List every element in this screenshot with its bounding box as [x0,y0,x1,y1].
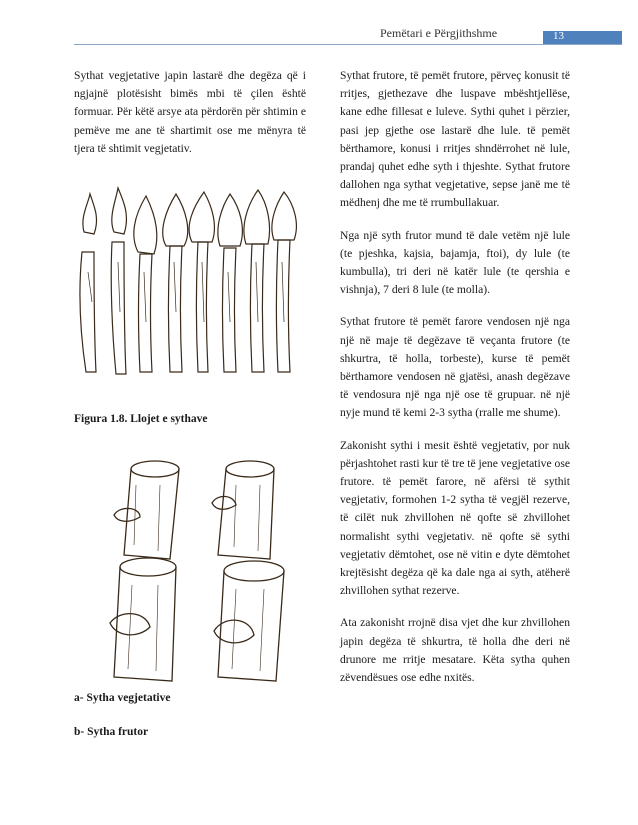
right-column [340,67,570,701]
paragraph-flowers-per-bud: Nga një syth frutor mund të dale vetëm një lule (te pjeshka, kajsia, bajamja, ftoi), dy lule (te kumbulla), tri deri në katër lule (te qershia e vishnja), 7 deri 8 lule (te molla). [340,228,570,297]
figure-caption: Figura 1.8. Llojet e sythave [74,413,208,425]
paragraph-replacement-buds: Ata zakonisht rrojnë disa vjet dhe kur zhvillohen japin degëza të shkurtra, të holla dhe deri në drunore me rritje mesatare. Këta sytha quhen zëvendësues ose edhe nxitës. [340,616,570,685]
bud-types-illustration [100,455,295,685]
page-number-badge [543,31,622,45]
caption-fruit-buds: b- Sytha frutor [74,726,149,738]
paragraph-bud-placement: Sythat frutore të pemët farore vendosen një nga një në maje të degëzave të veçanta frutore (te shkurtra, të holla, torbeste), kurse të pemët bërthamore vendosen në gjatësi, anash degëzave të vendosura një nga një ose të grupuar. në një nyje mund të kemi 2-3 sytha (rralle me shume). [340,315,570,420]
caption-vegetative-buds: a- Sytha vegjetative [74,692,171,704]
running-header-title: Pemëtari e Përgjithshme [380,26,498,40]
page-number: 13 [553,30,564,42]
intro-paragraph: Sythat vegjetative japin lastarë dhe degëza që i ngjajnë plotësisht bimës mbi të çilen është formuar. Për këtë arsye ata përdorën për shtimin e pemëve me ane të shartimit ose me mënyra të tjera të shtimit vegjetativ. [74,69,306,155]
paragraph-reserve-buds: Zakonisht sythi i mesit është vegjetativ, por nuk përjashtohet rasti kur të tre të jene vegjetative ose frutore. të pemët farore, në afërsi të sythit vegjetativ, formohen 1-2 sytha të vegjël rezerve, të cilët nuk zhvillohen në qofte së zhvillohet normalisht sythi vegjetativ. në qofte së sythi vegjetativ dëmtohet, ose në vitin e dyte dëmtohet krejtësisht degëza që ka dale nga ai syth, atëherë zhvillohen sythat rezerve. [340,438,570,598]
paragraph-fruit-buds: Sythat frutore, të pemët frutore, përveç konusit të rritjes, gjethezave dhe luspave mbështjellëse, kane edhe fillesat e luleve. Sythi quhet i përzier, pasi jep gjethe ose lastarë dhe lule. të pemët bërthamore, konusi i rritjes shndërrohet në lule, prandaj quhet edhe syth i thjeshte. Sythat frutore dallohen nga sythat vegjetative, sepse janë me të mëdhenj dhe me të rrumbullakuar. [340,69,570,210]
left-column [74,67,306,158]
buds-figure-illustration [74,182,302,382]
header-divider [74,44,622,45]
